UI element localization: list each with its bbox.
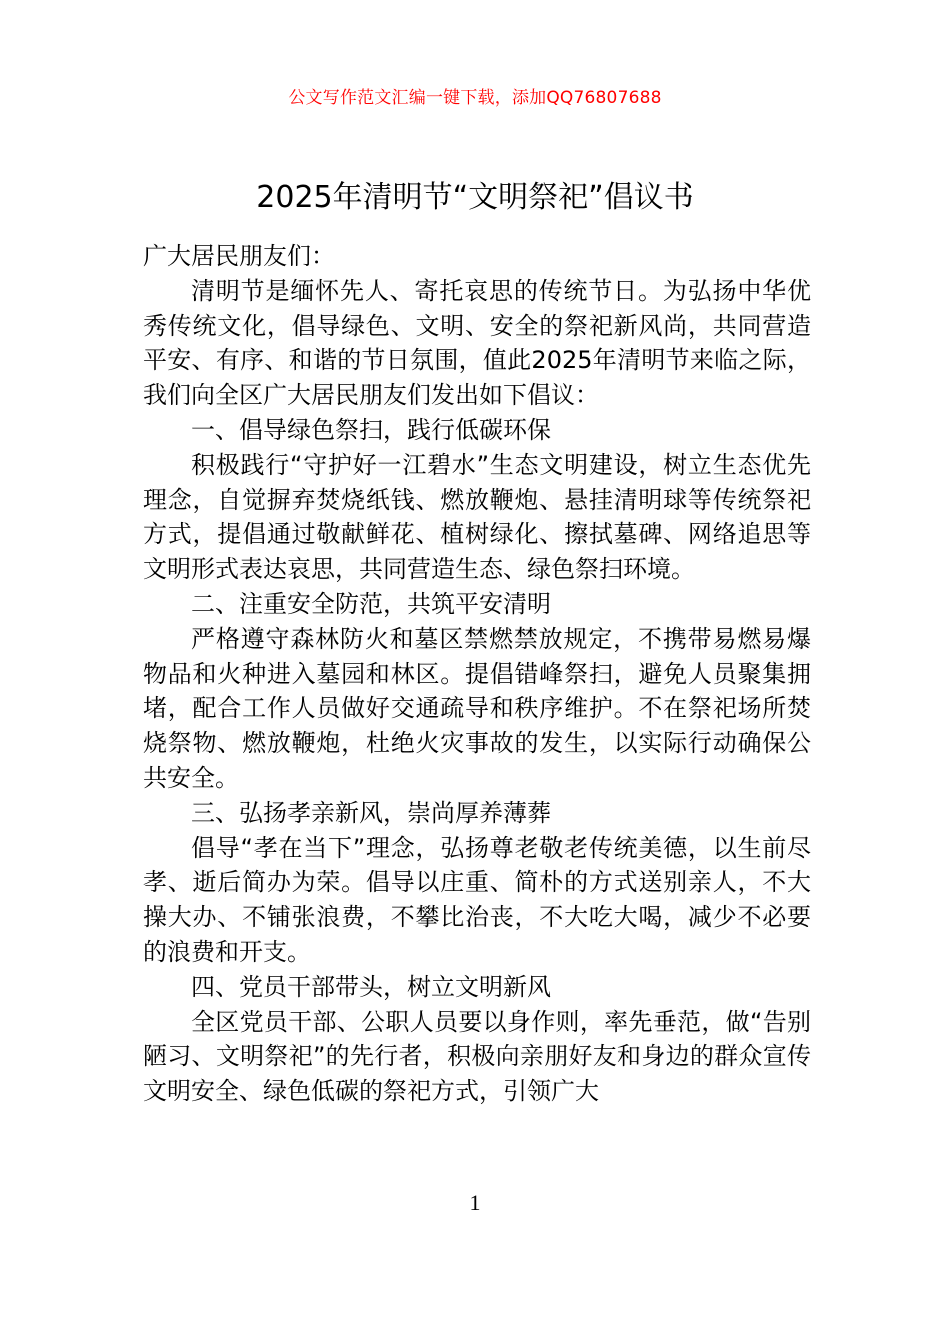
paragraph-section-4: 全区党员干部、公职人员要以身作则，率先垂范，做“告别陋习、文明祭祀”的先行者，积极向亲朋好友和身边的群众宣传文明安全、绿色低碳的祭祀方式，引领广大 [143, 1007, 811, 1106]
paragraph-section-3: 倡导“孝在当下”理念，弘扬尊老敬老传统美德，以生前尽孝、逝后简办为荣。倡导以庄重、简朴的方式送别亲人，不大操大办、不铺张浪费，不攀比治丧，不大吃大喝，减少不必要的浪费和开支。 [143, 833, 811, 966]
page-number: 1 [469, 1190, 481, 1215]
section-heading-3: 三、弘扬孝亲新风，崇尚厚养薄葬 [191, 798, 551, 827]
document-body [143, 239, 811, 1109]
header-download-note: 公文写作范文汇编一键下载，添加QQ76807688 [288, 88, 662, 108]
section-heading-1: 一、倡导绿色祭扫，践行低碳环保 [191, 415, 551, 444]
section-heading-2: 二、注重安全防范，共筑平安清明 [191, 589, 551, 618]
section-heading-4: 四、党员干部带头，树立文明新风 [191, 972, 551, 1001]
paragraph-section-1: 积极践行“守护好一江碧水”生态文明建设，树立生态优先理念，自觉摒弃焚烧纸钱、燃放鞭炮、悬挂清明球等传统祭祀方式，提倡通过敬献鲜花、植树绿化、擦拭墓碑、网络追思等文明形式表达哀思，共同营造生态、绿色祭扫环境。 [143, 450, 811, 584]
paragraph-section-2: 严格遵守森林防火和墓区禁燃禁放规定，不携带易燃易爆物品和火种进入墓园和林区。提倡错峰祭扫，避免人员聚集拥堵，配合工作人员做好交通疏导和秩序维护。不在祭祀场所焚烧祭物、燃放鞭炮，杜绝火灾事故的发生，以实际行动确保公共安全。 [143, 624, 811, 792]
paragraph-intro: 清明节是缅怀先人、寄托哀思的传统节日。为弘扬中华优秀传统文化，倡导绿色、文明、安全的祭祀新风尚，共同营造平安、有序、和谐的节日氛围，值此2025年清明节来临之际，我们向全区广大居民朋友们发出如下倡议： [143, 276, 811, 410]
document-title: 2025年清明节“文明祭祀”倡议书 [256, 180, 694, 215]
salutation: 广大居民朋友们： [143, 242, 335, 270]
